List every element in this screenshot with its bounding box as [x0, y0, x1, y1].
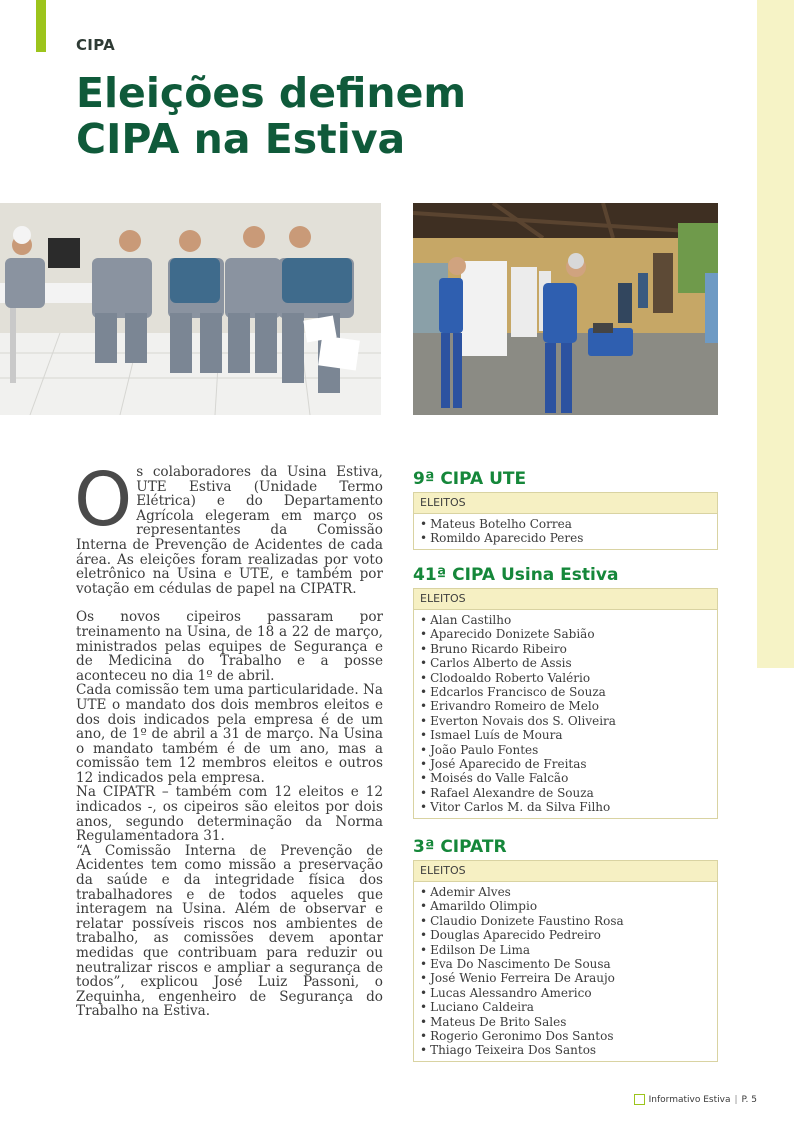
- cipa-ute-title: 9ª CIPA UTE: [413, 469, 527, 489]
- photo-cipa-members: [0, 203, 381, 415]
- accent-bar: [36, 0, 46, 52]
- article-paragraph-1-text: s colaboradores da Usina Estiva, UTE Estiva (Unidade Termo Elétrica) e do Departamento Agrícola elegeram em março os representantes da Comissão Interna de Prevenção de Acidentes de cada área. As eleições foram realizadas por voto eletrônico na Usina e UTE, e também por votação em cédulas de papel na CIPATR.: [76, 464, 383, 597]
- cipa-ute-block: [413, 469, 718, 550]
- member-item: • Claudio Donizete Faustino Rosa: [420, 914, 711, 928]
- cipatr-title: 3ª CIPATR: [413, 837, 507, 857]
- member-item: • Edilson De Lima: [420, 943, 711, 957]
- photo-voting-booth: [413, 203, 718, 415]
- article-paragraph-5: “A Comissão Interna de Prevenção de Acidentes tem como missão a preservação da saúde e da integridade física dos trabalhadores e de todos aqueles que interagem na Usina. Além de observar e relatar possíveis riscos nos ambientes de trabalho, as comissões devem apontar medidas que contribuam para reduzir ou neutralizar riscos e ampliar a segurança de todos”, explicou José Luiz Passoni, o Zequinha, engenheiro de Segurança do Trabalho na Estiva.: [76, 842, 383, 1020]
- member-item: • Thiago Teixeira Dos Santos: [420, 1043, 711, 1057]
- member-item: • Romildo Aparecido Peres: [420, 531, 711, 545]
- member-item: • Amarildo Olimpio: [420, 899, 711, 913]
- cipa-ute-table: [413, 492, 718, 550]
- member-item: • Alan Castilho: [420, 613, 711, 627]
- article-paragraph-2: Os novos cipeiros passaram por treinamento na Usina, de 18 a 22 de março, ministrados pelas equipes de Segurança e de Medicina do Trabalho e a posse aconteceu no dia 1º de abril.: [76, 609, 383, 684]
- member-item: • Ademir Alves: [420, 885, 711, 899]
- cipa-usina-block: [413, 565, 718, 819]
- footer-page-number: P. 5: [741, 1094, 757, 1105]
- headline-line-1: Eleições definem: [76, 69, 467, 117]
- member-item: • Bruno Ricardo Ribeiro: [420, 642, 711, 656]
- member-item: • Erivandro Romeiro de Melo: [420, 699, 711, 713]
- member-item: • Rogerio Geronimo Dos Santos: [420, 1029, 711, 1043]
- member-item: • Clodoaldo Roberto Valério: [420, 671, 711, 685]
- member-item: • Ismael Luís de Moura: [420, 728, 711, 742]
- cipa-usina-members: [414, 610, 717, 818]
- side-color-band: [757, 0, 794, 668]
- member-item: • Luciano Caldeira: [420, 1000, 711, 1014]
- member-item: • Douglas Aparecido Pedreiro: [420, 928, 711, 942]
- cipa-ute-members: [414, 514, 717, 549]
- member-item: • Vitor Carlos M. da Silva Filho: [420, 800, 711, 814]
- drop-cap: O: [74, 457, 133, 543]
- member-item: • Rafael Alexandre de Souza: [420, 786, 711, 800]
- footer-publication: Informativo Estiva: [648, 1094, 731, 1105]
- headline-line-2: CIPA na Estiva: [76, 115, 406, 163]
- cipatr-block: [413, 837, 718, 1062]
- cipatr-table: [413, 860, 718, 1062]
- page-footer: [634, 1094, 757, 1105]
- cipatr-header: ELEITOS: [414, 861, 717, 882]
- article-body: [74, 457, 383, 1020]
- member-item: • Mateus De Brito Sales: [420, 1015, 711, 1029]
- member-item: • Lucas Alessandro Americo: [420, 986, 711, 1000]
- member-item: • Moisés do Valle Falcão: [420, 771, 711, 785]
- article-paragraph-4: Na CIPATR – também com 12 eleitos e 12 indicados -, os cipeiros são eleitos por dois anos, segundo determinação da Norma Regulamentadora 31.: [76, 784, 383, 845]
- member-item: • Aparecido Donizete Sabião: [420, 627, 711, 641]
- footer-separator: |: [734, 1094, 738, 1105]
- member-item: • Mateus Botelho Correa: [420, 517, 711, 531]
- cipa-ute-header: ELEITOS: [414, 493, 717, 514]
- member-item: • José Wenio Ferreira De Araujo: [420, 971, 711, 985]
- member-item: • Carlos Alberto de Assis: [420, 656, 711, 670]
- article-paragraph-1: [74, 457, 383, 597]
- member-item: • Everton Novais dos S. Oliveira: [420, 714, 711, 728]
- cipa-usina-table: [413, 588, 718, 819]
- member-item: • Edcarlos Francisco de Souza: [420, 685, 711, 699]
- headline: [76, 70, 636, 162]
- cipa-usina-header: ELEITOS: [414, 589, 717, 610]
- member-item: • José Aparecido de Freitas: [420, 757, 711, 771]
- member-item: • João Paulo Fontes: [420, 743, 711, 757]
- article-paragraph-3: Cada comissão tem uma particularidade. Na UTE o mandato dos dois membros eleitos e dos dois indicados pela empresa é de um ano, de 1º de abril a 31 de março. Na Usina o mandato também é de um ano, mas a comissão tem 12 membros eleitos e outros 12 indicados pela empresa.: [76, 682, 383, 786]
- section-label: CIPA: [76, 36, 116, 54]
- cipatr-members: [414, 882, 717, 1061]
- footer-square-icon: [634, 1094, 645, 1105]
- member-item: • Eva Do Nascimento De Sousa: [420, 957, 711, 971]
- cipa-usina-title: 41ª CIPA Usina Estiva: [413, 565, 619, 585]
